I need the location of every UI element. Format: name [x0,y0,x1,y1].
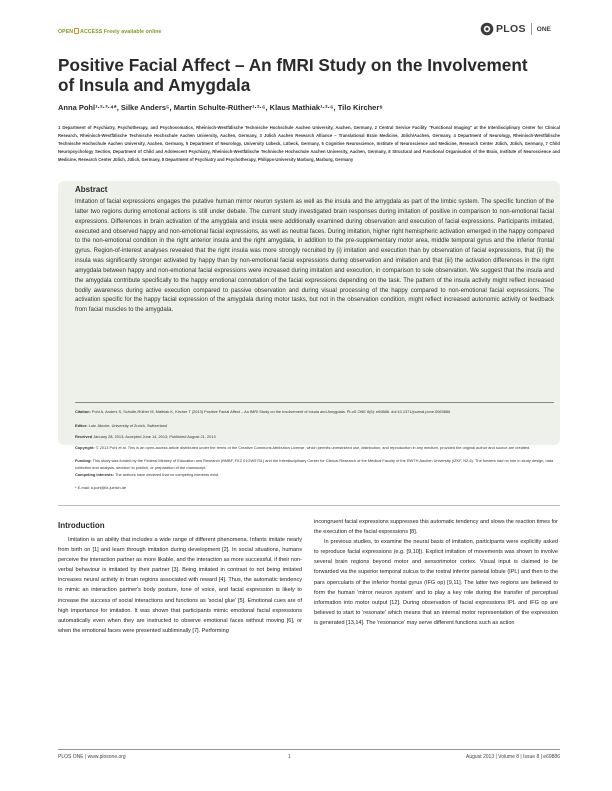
introduction-heading: Introduction [58,521,105,530]
abstract-heading: Abstract [75,185,108,194]
editor-text: Lutz Jäncke, University of Zurich, Switzerland [88,423,168,428]
editor-line [75,423,555,430]
open-access-prefix: OPEN [58,29,74,35]
funding-line [75,458,555,471]
journal-logo-sub: ONE [536,25,551,33]
open-access-text: ACCESS Freely available online [80,29,162,35]
journal-logo [480,22,551,36]
competing-label: Competing Interests: [75,472,114,477]
paragraph: Imitation is an ability that includes a wide range of different phenomena. Infants imitate nearly from birth on [1] and learn through imitation during development [2]. In social situations, humans perceive the interaction partner as more likable, and the interaction as more successful, if their non-verbal behaviour is imitated by their partner [3]. Being imitated in contrast to not being imitated increases neural activity in brain regions associated with reward [4]. Thus, the automatic tendency to mimic an interaction partner's body posture, tone of voice, and facial expression is likely to increase the success of social interactions and functions as 'social glue' [5]. Emotional cues are of high importance for imitation. It was shown that participants mimic emotional facial expressions automatically even when they are instructed to observe emotional faces without moving [6], or when the emotional faces were presented subliminally [7]. Performing [58,537,302,634]
email-line[interactable] [75,485,555,492]
citation-text: Pohl A, Anders S, Schulte-Rüther M, Mathiak K, Kircher T (2013) Positive Facial Affect – An fMRI Study on the Involvement of Insula and Amygdala. PLoS ONE 8(8): e69886. doi:10.1371/journal.pone.0069886 [91,409,451,414]
received-line [75,434,555,441]
body-column-left [58,535,302,636]
author-list: Anna Pohl¹·²·³·⁴*, Silke Anders⁵, Martin Schulte-Rüther¹·²·⁶, Klaus Mathiak¹·²·⁶, Tilo Kircher⁸ [58,103,383,112]
abstract-text: Imitation of facial expressions engages the putative human mirror neuron system as well as the insula and the amygdala as part of the limbic system. The specific function of the latter two regions during emotional actions is still under debate. The current study investigated brain responses during imitation of positive in comparison to non-emotional facial expressions. Differences in brain activation of the amygdala and insula were additionally examined during observation and execution of facial expressions. Participants imitated, executed and observed happy and non-emotional facial expressions, as well as neutral faces. During imitation, higher right hemispheric activation emerged in the happy compared to the non-emotional condition in the right anterior insula and the right amygdala, in addition to the pre-supplementary motor area, middle temporal gyrus and the inferior frontal gyrus. Region-of-interest analyses revealed that the right insula was more strongly recruited by (i) imitation and execution than by observation of facial expressions, that (ii) the insula was significantly stronger activated by happy than by non-emotional facial expressions during observation and imitation and that (iii) the activation differences in the right amygdala between happy and non-emotional facial expressions were increased during imitation and execution, in comparison to sole observation. We suggest that the insula and the amygdala contribute specifically to the happy emotional connotation of the facial expressions depending on the task. The pattern of the insula activity might reflect increased bodily awareness during active execution compared to passive observation and during visual processing of the happy compared to non-emotional facial expressions. The activation specific for the happy facial expression of the amygdala during motor tasks, but not in the observation condition, might reflect increased autonomic activity or feedback from facial muscles to the amygdala. [75,199,554,314]
affiliations: 1 Department of Psychiatry, Psychotherapy, and Psychosomatics, Rheinisch-Westfälische Technische Hochschule Aachen University, Aachen, Germany, 2 Central Service Facility "Functional Imaging" at the Interdisciplinary Center for Clinical Research, Rheinisch-Westfälische Technische Hochschule Aachen University, Aachen, Germany, 3 Jülich Aachen Research Alliance – Translational Brain Medicine, Jülich/Aachen, Germany, 4 Department of Neurology, Rheinisch-Westfälische Technische Hochschule Aachen University, Aachen, Germany, 5 Department of Neurology, University Lübeck, Lübeck, Germany, 6 Cognitive Neuroscience, Institute of Neuroscience and Medicine, Research Center Jülich, Jülich, Germany, 7 Child Neuropsychology Section, Department of Child and Adolescent Psychiatry, Rheinisch-Westfälische Technische Hochschule Aachen University, Aachen, Germany, 8 Structural and Functional Organisation of the Brain, Institute of Neuroscience and Medicine, Research Center Jülich, Jülich, Germany, 8 Department of Psychiatry and Psychotherapy, Philipps-University Marburg, Marburg, Germany [58,125,560,162]
citation-line [75,409,555,416]
footer-issue: August 2013 | Volume 8 | Issue 8 | e69886 [466,754,560,760]
section-divider [58,505,560,506]
open-access-badge [58,28,162,35]
competing-interests-line [75,472,555,479]
logo-divider [531,23,532,35]
copyright-text: © 2013 Pohl et al. This is an open-access article distributed under the terms of the Creative Commons Attribution License, which permits unrestricted use, distribution, and reproduction in any medium, provided the original author and source are credited. [95,445,531,450]
journal-logo-text: PLOS [496,23,526,35]
funding-text: This study was funded by the Federal Ministry of Education and Research (BMBF, FKZ 01GW0751) and the Interdisciplinary Center for Clinical Research of the Medical Faculty of the RWTH Aachen University (IZKF, N2-6). The funders had no role in study design, data collection and analysis, decision to publish, or preparation of the manuscript. [75,458,554,470]
plos-logo-icon [480,22,494,36]
footer-journal[interactable]: PLOS ONE | www.plosone.org [58,754,126,760]
abstract-divider [75,402,554,403]
open-lock-icon [74,28,79,34]
page-number: 1 [288,754,291,760]
corresponding-email[interactable]: * E-mail: a.pohl@fz-juelich.de [75,485,127,490]
copyright-label: Copyright: [75,445,95,450]
received-label: Received [75,434,93,439]
editor-label: Editor: [75,423,88,428]
competing-text: The authors have declared that no competing interests exist. [114,472,220,477]
citation-label: Citation: [75,409,91,414]
paragraph: In previous studies, to examine the neural basis of imitation, participants were explicitly asked to reproduce facial expressions (e.g. [9,10]). Explicit imitation of movements was shown to involve several brain regions beyond motor and sensorimotor cortex. Visual input is claimed to be forwarded via the superior temporal sulcus to the rostral inferior parietal lobule (IPL) and then to the pars opercularis of the inferior frontal gyrus (IFG op) [9,11]. The latter two regions are believed to form the human 'mirror neuron system' and to play a key role during the transfer of perceptual information into motor output [12]. During observation of facial expressions IPL and IFG op are believed to start to 'resonate' which means that an internal motor representation of the expression is generated [13,14]. The 'resonance' may serve different functions such as action [314,539,558,626]
body-column-right [314,517,558,628]
received-text: January 28, 2013; Accepted June 14, 2013; Published August 21, 2013 [93,434,216,439]
paper-title: Positive Facial Affect – An fMRI Study on the Involvement of Insula and Amygdala [58,55,528,95]
copyright-line [75,445,555,452]
funding-label: Funding: [75,458,92,463]
paragraph: incongruent facial expressions suppresses this automatic tendency and slows the reaction times for the execution of the facial expressions [8]. [314,519,558,536]
